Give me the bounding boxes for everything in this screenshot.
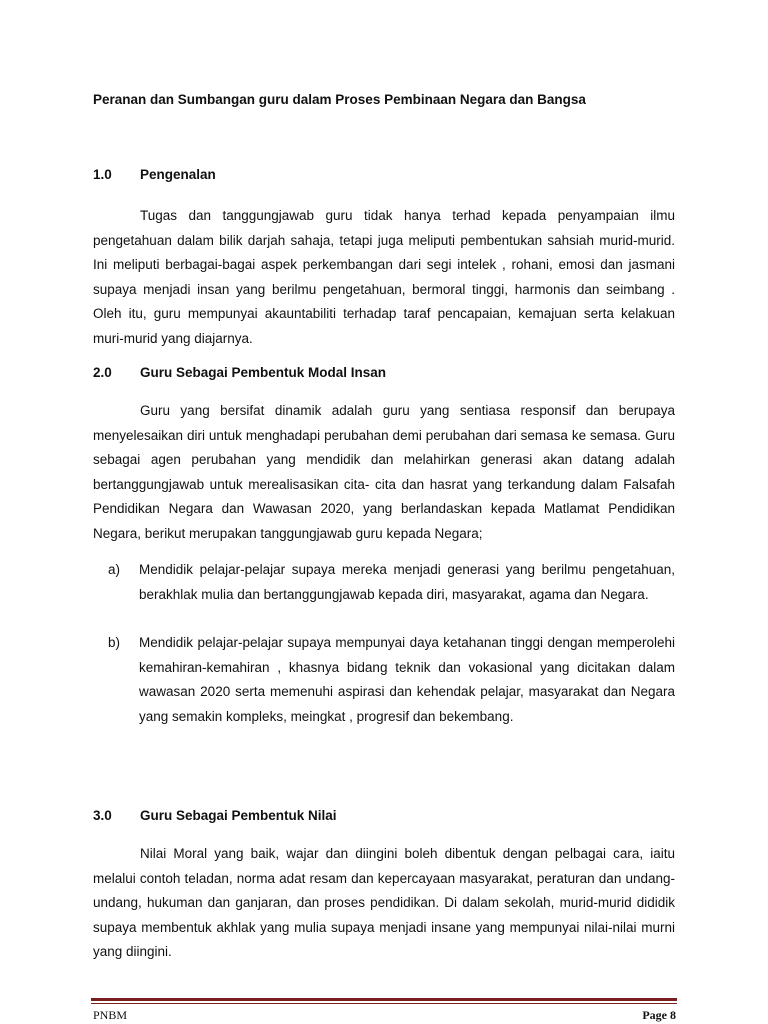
section-number: 1.0 — [93, 167, 112, 182]
section-heading-3 — [93, 808, 337, 823]
list-item-a — [93, 558, 675, 607]
section-paragraph-3: Nilai Moral yang baik, wajar dan diingini boleh dibentuk dengan pelbagai cara, iaitu melalui contoh teladan, norma adat resam dan kepercayaan masyarakat, peraturan dan undang-undang, hukuman dan ganjaran, dan proses pendidikan. Di dalam sekolah, murid-murid dididik supaya membentuk akhlak yang mulia supaya menjadi insane yang mempunyai nilai-nilai murni yang diingini. — [93, 846, 675, 960]
section-paragraph-1: Tugas dan tanggungjawab guru tidak hanya terhad kepada penyampaian ilmu pengetahuan dalam bilik darjah sahaja, tetapi juga meliputi pembentukan sahsiah murid-murid. Ini meliputi berbagai-bagai aspek perkembangan dari segi intelek , rohani, emosi dan jasmani supaya menjadi insan yang berilmu pengetahuan, bermoral tinggi, harmonis dan seimbang . Oleh itu, guru mempunyai akauntabiliti terhadap taraf pencapaian, kemajuan serta kelakuan muri-murid yang diajarnya. — [93, 208, 675, 346]
footer-rule-thin — [91, 1003, 677, 1004]
list-item-text: Mendidik pelajar-pelajar supaya mempunyai daya ketahanan tinggi dengan memperolehi kemahiran-kemahiran , khasnya bidang teknik dan vokasional yang dicitakan dalam wawasan 2020 serta memenuhi aspirasi dan kehendak pelajar, masyarakat dan Negara yang semakin kompleks, meingkat , progresif dan bekembang. — [139, 635, 675, 724]
list-marker: a) — [108, 562, 121, 577]
document-title: Peranan dan Sumbangan guru dalam Proses Pembinaan Negara dan Bangsa — [93, 92, 586, 107]
page-number: Page 8 — [642, 1008, 676, 1022]
footer-rule — [91, 998, 677, 1001]
footer-label: PNBM — [93, 1008, 128, 1022]
list-item-text: Mendidik pelajar-pelajar supaya mereka menjadi generasi yang berilmu pengetahuan, berakhlak mulia dan bertanggungjawab kepada diri, masyarakat, agama dan Negara. — [139, 562, 675, 602]
section-paragraph-2: Guru yang bersifat dinamik adalah guru yang sentiasa responsif dan berupaya menyelesaikan diri untuk menghadapi perubahan demi perubahan dari semasa ke semasa. Guru sebagai agen perubahan yang mendidik dan melahirkan generasi akan datang adalah bertanggungjawab untuk merealisasikan cita- cita dan hasrat yang terkandung dalam Falsafah Pendidikan Negara dan Wawasan 2020, yang berlandaskan kepada Matlamat Pendidikan Negara, berikut merupakan tanggungjawab guru kepada Negara; — [93, 403, 675, 541]
section-title: Pengenalan — [140, 167, 216, 182]
list-marker: b) — [108, 635, 121, 650]
list-item-b — [93, 631, 675, 729]
section-number: 3.0 — [93, 808, 112, 823]
section-heading-1 — [93, 167, 216, 182]
section-title: Guru Sebagai Pembentuk Modal Insan — [140, 365, 387, 380]
section-number: 2.0 — [93, 365, 112, 380]
section-heading-2 — [93, 365, 386, 380]
section-title: Guru Sebagai Pembentuk Nilai — [140, 808, 337, 823]
